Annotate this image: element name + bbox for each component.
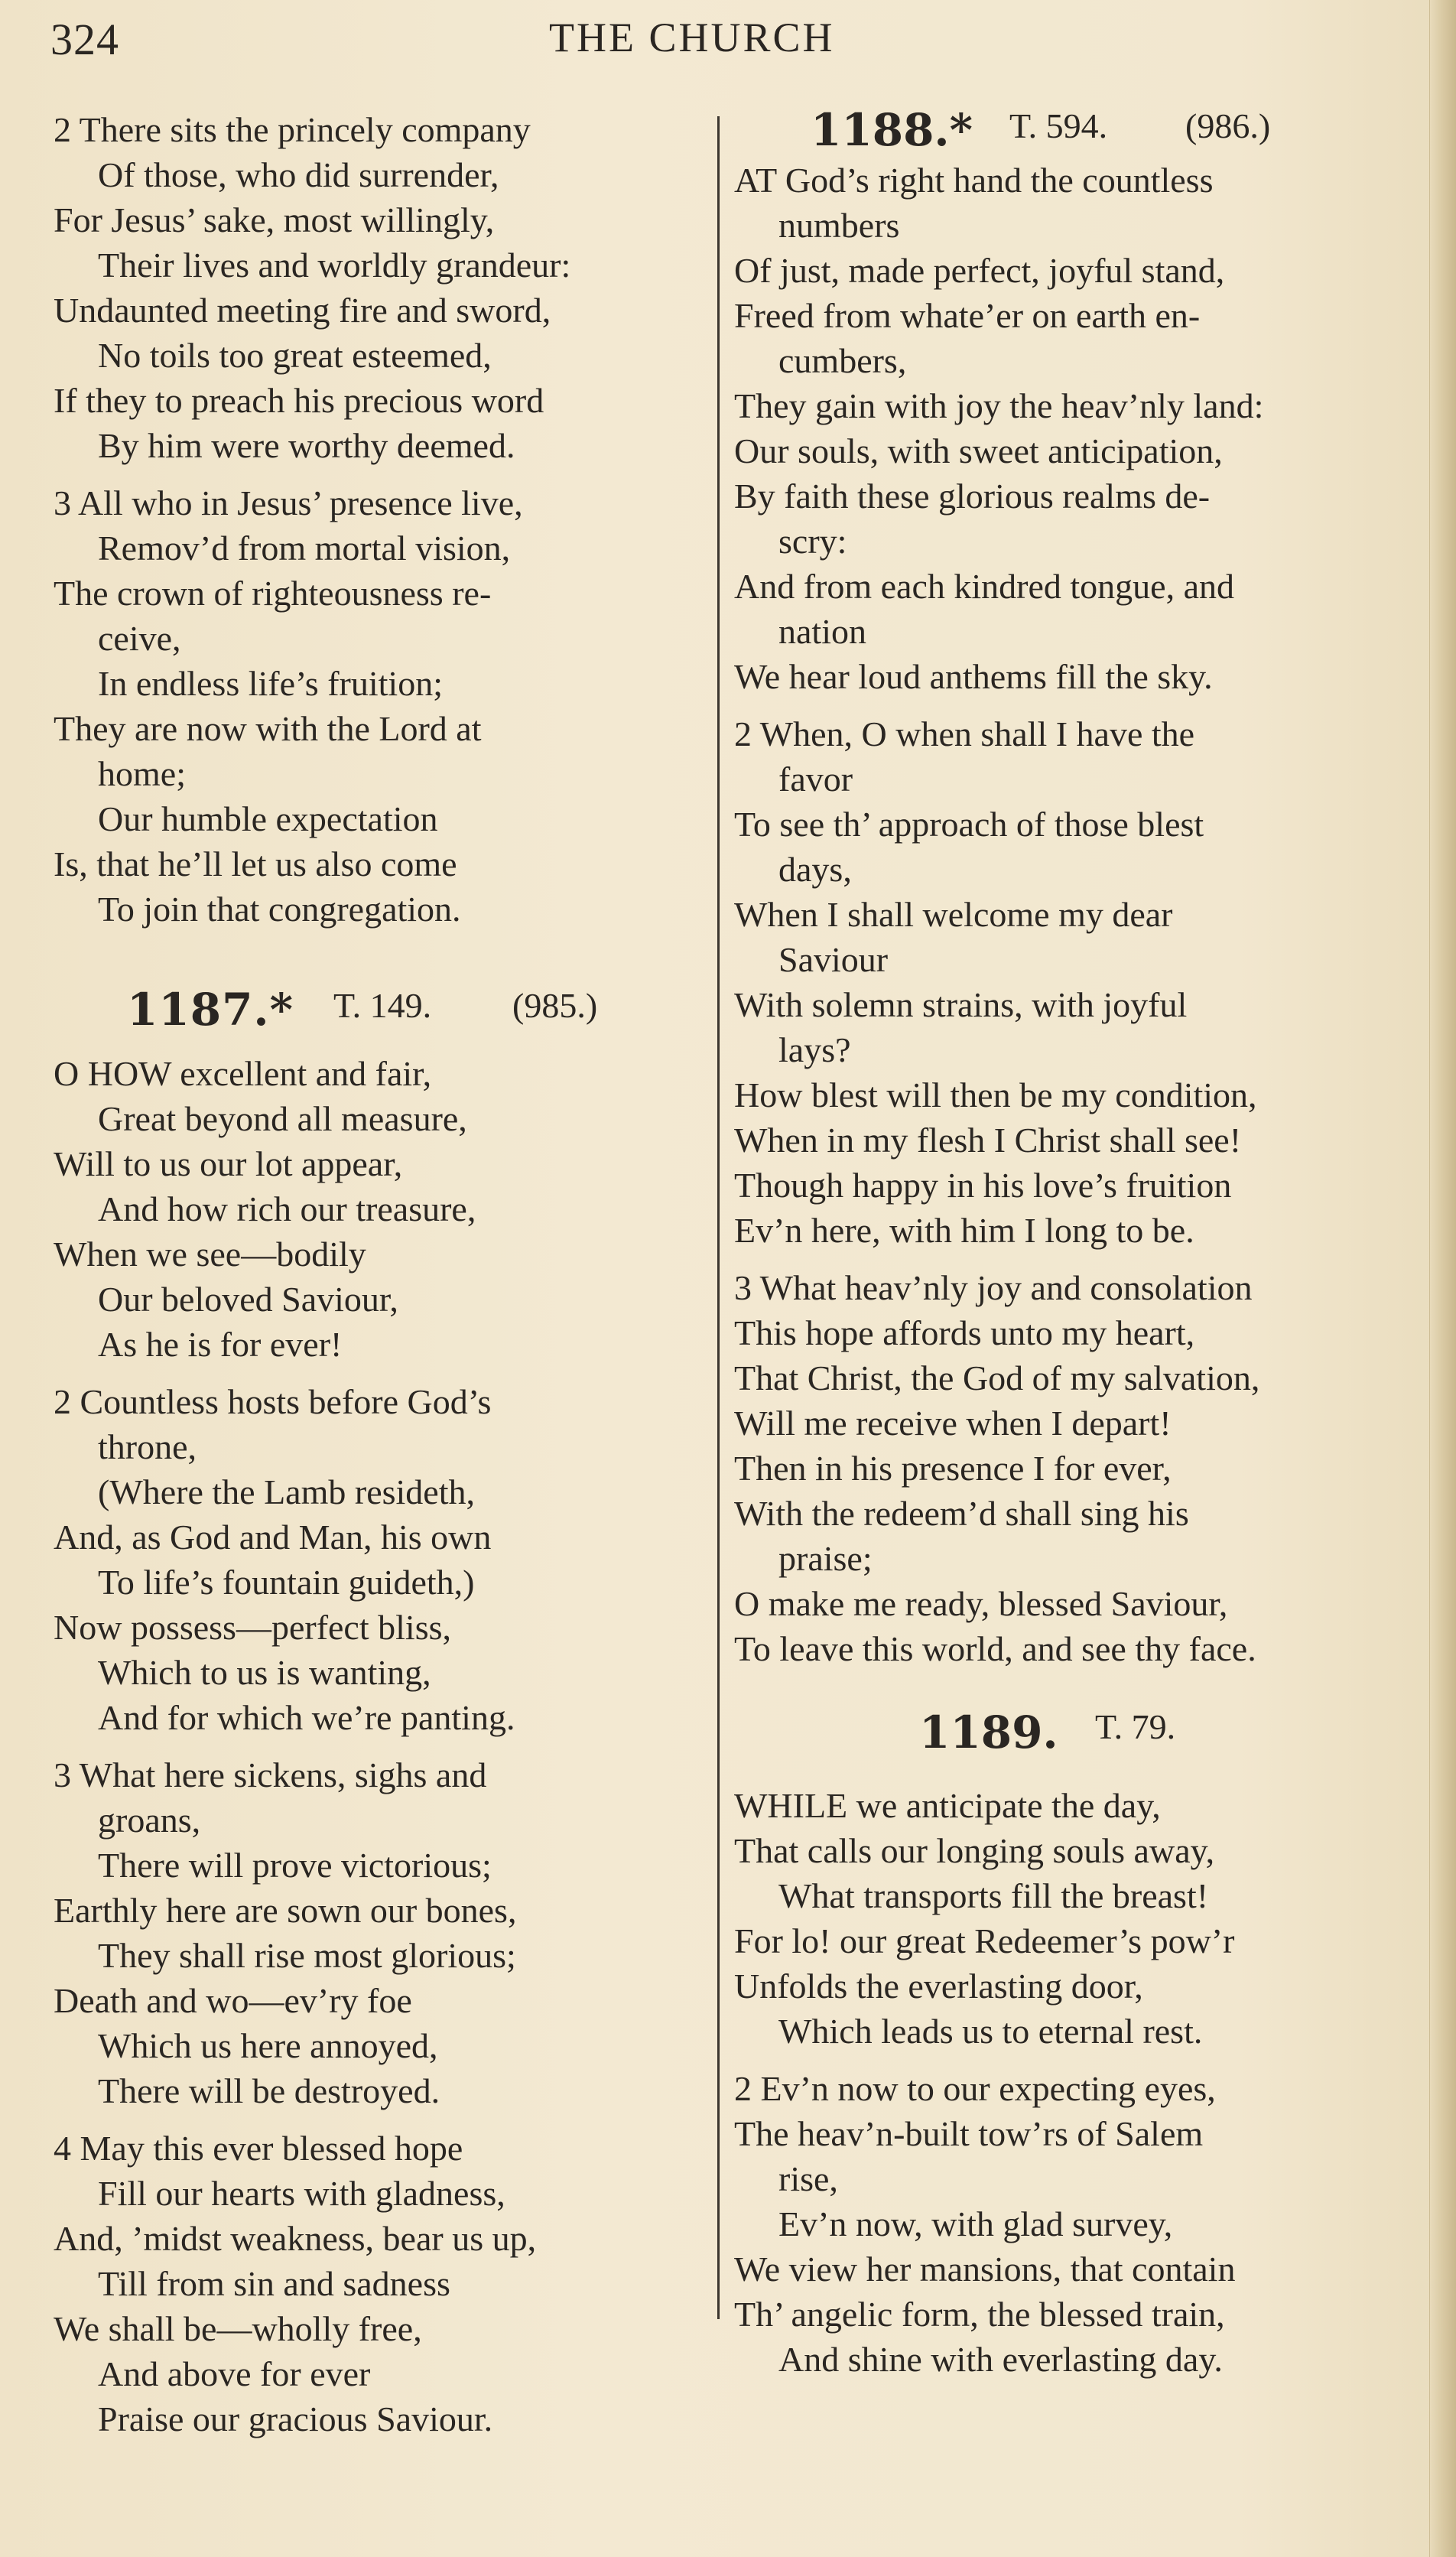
verse-line: And above for ever: [98, 2354, 371, 2393]
verse-line: home;: [98, 754, 186, 793]
right-column: [734, 104, 1407, 2394]
hymn-1187-heading: [54, 944, 719, 1051]
hymn-1189-stanza-1: [734, 1783, 1407, 2054]
hymn-1187-stanza-3: [54, 1752, 719, 2113]
hymn-1186-stanza-3: [54, 480, 719, 932]
verse-line: 3 What heav’nly joy and consolation: [734, 1268, 1253, 1307]
verse-line: Of those, who did surrender,: [98, 155, 499, 194]
hymn-number: 1189.: [919, 1706, 1058, 1758]
verse-line: Till from sin and sadness: [98, 2264, 450, 2303]
verse-line: If they to preach his precious word: [54, 381, 544, 420]
left-column: [54, 107, 719, 2454]
verse-line: In endless life’s fruition;: [98, 664, 443, 703]
tune-reference: T. 79.: [1095, 1707, 1176, 1746]
verse-line: scry:: [778, 522, 847, 561]
verse-line: 2 Ev’n now to our expecting eyes,: [734, 2069, 1216, 2108]
verse-line: Their lives and worldly grandeur:: [98, 246, 571, 285]
hymn-1189-heading: [734, 1684, 1407, 1768]
verse-line: That Christ, the God of my salvation,: [734, 1358, 1260, 1397]
verse-line: No toils too great esteemed,: [98, 336, 492, 375]
verse-line: And shine with everlasting day.: [778, 2340, 1223, 2379]
verse-line: Earthly here are sown our bones,: [54, 1891, 517, 1930]
verse-line: Will me receive when I depart!: [734, 1404, 1172, 1443]
verse-line: 2 When, O when shall I have the: [734, 714, 1195, 753]
verse-line: They are now with the Lord at: [54, 709, 482, 748]
hymn-number: 1188.*: [811, 104, 973, 156]
hymn-1188-stanza-3: [734, 1265, 1407, 1671]
verse-line: To life’s fountain guideth,): [98, 1563, 475, 1602]
verse-line: ceive,: [98, 619, 181, 658]
verse-line: numbers: [778, 206, 900, 245]
page-header: [50, 14, 1419, 75]
verse-line: Saviour: [778, 940, 889, 979]
verse-line: throne,: [98, 1427, 197, 1466]
verse-line: nation: [778, 612, 866, 651]
verse-line: O make me ready, blessed Saviour,: [734, 1584, 1228, 1623]
hymn-1187-stanza-2: [54, 1379, 719, 1740]
verse-line: What transports fill the breast!: [778, 1876, 1209, 1915]
verse-line: When in my flesh I Christ shall see!: [734, 1121, 1242, 1160]
verse-line: 3 What here sickens, sighs and: [54, 1755, 487, 1794]
verse-line: For lo! our great Redeemer’s pow’r: [734, 1921, 1235, 1960]
verse-line: Praise our gracious Saviour.: [98, 2399, 493, 2438]
hymn-1188-heading: [734, 104, 1407, 158]
hymn-1188-stanza-1: [734, 158, 1407, 699]
verse-line: 4 May this ever blessed hope: [54, 2129, 463, 2168]
verse-line: praise;: [778, 1539, 873, 1578]
verse-line: With the redeem’d shall sing his: [734, 1494, 1189, 1533]
verse-line: favor: [778, 760, 853, 799]
verse-line: When I shall welcome my dear: [734, 895, 1173, 934]
verse-line: O HOW excellent and fair,: [54, 1054, 432, 1093]
alt-number: (986.): [1185, 106, 1271, 145]
verse-line: And for which we’re panting.: [98, 1698, 515, 1737]
verse-line: And, as God and Man, his own: [54, 1518, 492, 1557]
verse-line: This hope affords unto my heart,: [734, 1313, 1195, 1352]
verse-line: AT God’s right hand the countless: [734, 161, 1214, 200]
tune-reference: T. 594.: [1009, 106, 1108, 145]
verse-line: days,: [778, 850, 852, 889]
page-number: 324: [50, 15, 119, 64]
verse-line: 3 All who in Jesus’ presence live,: [54, 483, 523, 522]
verse-line: We hear loud anthems fill the sky.: [734, 657, 1213, 696]
verse-line: They gain with joy the heav’nly land:: [734, 386, 1264, 425]
verse-line: And, ’midst weakness, bear us up,: [54, 2219, 537, 2258]
verse-line: They shall rise most glorious;: [98, 1936, 516, 1975]
verse-line: How blest will then be my condition,: [734, 1075, 1257, 1114]
tune-reference: T. 149.: [333, 986, 432, 1025]
verse-line: Undaunted meeting fire and sword,: [54, 291, 551, 330]
verse-line: cumbers,: [778, 341, 907, 380]
hymn-1188-stanza-2: [734, 711, 1407, 1253]
hymn-1186-stanza-2: [54, 107, 719, 468]
verse-line: Of just, made perfect, joyful stand,: [734, 251, 1225, 290]
hymn-1189-stanza-2: [734, 2066, 1407, 2382]
verse-line: Our beloved Saviour,: [98, 1280, 398, 1319]
verse-line: Though happy in his love’s fruition: [734, 1166, 1232, 1205]
page-edge: [1429, 0, 1456, 2557]
verse-line: We shall be—wholly free,: [54, 2309, 422, 2348]
hymn-number: 1187.*: [127, 984, 294, 1036]
verse-line: WHILE we anticipate the day,: [734, 1786, 1161, 1825]
verse-line: We view her mansions, that contain: [734, 2250, 1236, 2289]
verse-line: Unfolds the everlasting door,: [734, 1967, 1143, 2006]
verse-line: Which to us is wanting,: [98, 1653, 431, 1692]
verse-line: To join that congregation.: [98, 890, 461, 929]
verse-line: The crown of righteousness re-: [54, 574, 492, 613]
verse-line: That calls our longing souls away,: [734, 1831, 1215, 1870]
verse-line: groans,: [98, 1801, 201, 1840]
verse-line: Which leads us to eternal rest.: [778, 2012, 1203, 2051]
verse-line: Death and wo—ev’ry foe: [54, 1981, 412, 2020]
verse-line: lays?: [778, 1030, 851, 1069]
verse-line: Great beyond all measure,: [98, 1099, 467, 1138]
hymn-1187-stanza-4: [54, 2126, 719, 2442]
verse-line: And from each kindred tongue, and: [734, 567, 1235, 606]
verse-line: By faith these glorious realms de-: [734, 477, 1211, 516]
running-title: THE CHURCH: [549, 15, 835, 60]
verse-line: For Jesus’ sake, most willingly,: [54, 200, 495, 239]
verse-line: Th’ angelic form, the blessed train,: [734, 2295, 1225, 2334]
verse-line: With solemn strains, with joyful: [734, 985, 1188, 1024]
verse-line: To see th’ approach of those blest: [734, 805, 1204, 844]
verse-line: When we see—bodily: [54, 1235, 366, 1274]
verse-line: Will to us our lot appear,: [54, 1144, 403, 1183]
verse-line: 2 Countless hosts before God’s: [54, 1382, 492, 1421]
verse-line: There will be destroyed.: [98, 2071, 440, 2110]
verse-line: Which us here annoyed,: [98, 2026, 438, 2065]
verse-line: Fill our hearts with gladness,: [98, 2174, 505, 2213]
verse-line: The heav’n-built tow’rs of Salem: [734, 2114, 1204, 2153]
verse-line: Our souls, with sweet anticipation,: [734, 431, 1223, 470]
alt-number: (985.): [512, 986, 598, 1025]
verse-line: Is, that he’ll let us also come: [54, 844, 457, 883]
verse-line: Freed from whate’er on earth en-: [734, 296, 1201, 335]
verse-line: Ev’n here, with him I long to be.: [734, 1211, 1194, 1250]
verse-line: By him were worthy deemed.: [98, 426, 515, 465]
verse-line: Now possess—perfect bliss,: [54, 1608, 451, 1647]
verse-line: And how rich our treasure,: [98, 1189, 476, 1228]
hymn-1187-stanza-1: [54, 1051, 719, 1367]
verse-line: As he is for ever!: [98, 1325, 343, 1364]
verse-line: rise,: [778, 2159, 838, 2198]
verse-line: Remov’d from mortal vision,: [98, 529, 511, 568]
verse-line: Then in his presence I for ever,: [734, 1449, 1172, 1488]
verse-line: To leave this world, and see thy face.: [734, 1629, 1256, 1668]
verse-line: Our humble expectation: [98, 799, 438, 838]
verse-line: Ev’n now, with glad survey,: [778, 2204, 1173, 2243]
verse-line: 2 There sits the princely company: [54, 110, 531, 149]
verse-line: (Where the Lamb resideth,: [98, 1472, 475, 1511]
verse-line: There will prove victorious;: [98, 1846, 492, 1885]
